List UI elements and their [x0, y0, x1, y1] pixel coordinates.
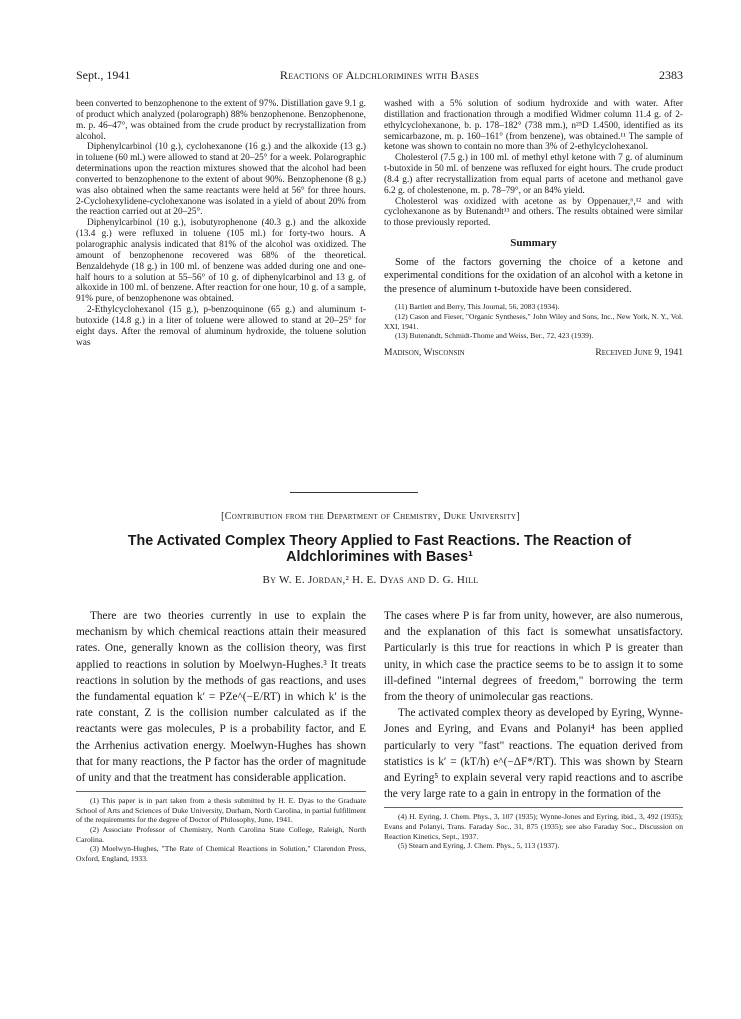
footnote: (3) Moelwyn-Hughes, "The Rate of Chemical Reactions in Solution," Clarendon Press, Oxford, England, 1933. [76, 844, 366, 863]
summary-heading: Summary [510, 237, 557, 250]
top-left-column [76, 99, 366, 348]
address-location: Madison, Wisconsin [384, 348, 465, 358]
paragraph: Cholesterol was oxidized with acetone as by Oppenauer,⁶,¹² and with cyclohexanone as by Butenandt¹³ and others. The results obtained were similar to those previously reported. [384, 196, 683, 229]
paragraph: 2-Ethylcyclohexanol (15 g.), p-benzoquinone (65 g.) and aluminum t-butoxide (14.8 g.) in a liter of toluene were allowed to stand at 20–25° for eight days. After the removal of aluminum hydroxide, the toluene solution was [76, 305, 366, 348]
received-date: Received June 9, 1941 [595, 348, 683, 358]
top-right-column [384, 99, 683, 359]
footnote-rule [384, 807, 683, 808]
summary-text: Some of the factors governing the choice of a ketone and experimental conditions for the oxidation of an alcohol with a ketone in the presence of aluminum t-butoxide have been considered. [384, 256, 683, 295]
paragraph: washed with a 5% solution of sodium hydroxide and with water. After distillation and fractionation through a modified Widmer column 11.4 g. of 2-ethylcyclohexanone, b. p. 178–182° (738 mm.), n²⁵D 1.4500, identified as its semicarbazone, m. p. 160–161° (from benzene), was obtained.¹¹ The sample of ketone was shown to contain no more than 3% of 2-ethylcyclohexanol. [384, 99, 683, 153]
header-running-title: Reactions of Aldchlorimines with Bases [279, 68, 480, 82]
footnote: (1) This paper is in part taken from a thesis submitted by H. E. Dyas to the Graduate School of Arts and Sciences of Duke University, Durham, North Carolina, in partial fulfillment of the requirements for the degree of Doctor of Philosophy, June, 1941. [76, 796, 366, 825]
contribution-line: [Contribution from the Department of Chemistry, Duke University] [221, 511, 520, 522]
article-title: The Activated Complex Theory Applied to Fast Reactions. The Reaction of Aldchlorimines with Bases¹ [127, 533, 632, 565]
paragraph: been converted to benzophenone to the extent of 97%. Distillation gave 9.1 g. of product which analyzed (polarograph) 88% benzophenone. Benzophenone, m. p. 46–47°, was obtained from the crude product by recrystallization from alcohol. [76, 99, 366, 142]
main-left-column [76, 608, 366, 863]
footnote: (12) Cason and Fieser, "Organic Syntheses," John Wiley and Sons, Inc., New York, N. Y., Vol. XXI, 1941. [384, 311, 683, 331]
header-date: Sept., 1941 [76, 68, 131, 82]
main-right-column [384, 608, 683, 851]
paragraph: Diphenylcarbinol (10 g.), cyclohexanone (16 g.) and the alkoxide (13 g.) in toluene (60 ml.) were allowed to stand at 20–25° for a week. Polarographic determinations upon the reaction mixtures showed that the alcohol had been converted to benzophenone to the extent of about 90%. Benzophenone (8 g.) was also obtained when the same reactants were held at 56° for three hours. 2-Cyclohexylidene-cyclohexanone was isolated in a yield of about 20% from the reaction carried out at 20–25°. [76, 142, 366, 218]
paragraph: Cholesterol (7.5 g.) in 100 ml. of methyl ethyl ketone with 7 g. of aluminum t-butoxide in 50 ml. of benzene was refluxed for eight hours. The crude product (8.4 g.) after recrystallization from equal parts of acetone and methanol gave 6.2 g. of cholestenone, m. p. 78–79°, or an 84% yield. [384, 153, 683, 196]
article-authors: By W. E. Jordan,² H. E. Dyas and D. G. Hill [262, 574, 479, 586]
footnotes-top [384, 302, 683, 341]
paragraph: The cases where P is far from unity, however, are also numerous, and the explanation of this fact is somewhat unsatisfactory. Particularly is this true for reactions in which P is greater than unity, in which case the practice seems to be to assign it to some ill-defined "internal degrees of freedom," borrowing the term from the theory of unimolecular gas reactions. [384, 610, 683, 704]
footnote: (11) Bartlett and Berry, This Journal, 56, 2083 (1934). [395, 302, 560, 312]
footnote: (2) Associate Professor of Chemistry, North Carolina State College, Raleigh, North Carolina. [76, 825, 366, 844]
running-header [76, 68, 683, 84]
footnote: (13) Butenandt, Schmidt-Thome and Weiss, Ber., 72, 423 (1939). [395, 331, 594, 341]
footnote: (5) Stearn and Eyring, J. Chem. Phys., 5, 113 (1937). [398, 841, 560, 851]
footnote: (4) H. Eyring, J. Chem. Phys., 3, 107 (1935); Wynne-Jones and Eyring, ibid., 3, 492 (1935); Evans and Polanyi, Trans. Faraday Soc., 31, 875 (1935); see also Faraday Soc., Discussion on Reaction Kinetics, Sept., 1937. [384, 812, 683, 841]
article-divider [290, 492, 418, 493]
address-line [384, 348, 683, 359]
header-page-number: 2383 [659, 68, 683, 82]
footnote-rule [76, 791, 366, 792]
paragraph: There are two theories currently in use to explain the mechanism by which chemical reactions attain their measured rates. One, generally known as the collision theory, was first applied to reactions in solution by Moelwyn-Hughes.³ It treats reactions in solution by the methods of gas reactions, and uses the fundamental equation k′ = PZe^(−E/RT) in which k′ is the rate constant, Z is the collision number calculated as if the reactants were gas molecules, P is a probability factor, and E the Arrhenius activation energy. Moelwyn-Hughes has shown that for many reactions, the P factor has the order of magnitude of unity and that the treatment has considerable application. [76, 610, 366, 785]
paragraph: The activated complex theory as developed by Eyring, Wynne-Jones and Eyring, and Evans and Polanyi⁴ has been applied particularly to very "fast" reactions. The equation derived from statistics is k′ = (kT/h) e^(−ΔF*/RT). This was shown by Stearn and Eyring⁵ to explain several very rapid reactions and to ascribe the very large rate to a gain in entropy in the formation of the [384, 707, 683, 801]
paragraph: Diphenylcarbinol (10 g.), isobutyrophenone (40.3 g.) and the alkoxide (13.4 g.) were refluxed in toluene (105 ml.) for forty-two hours. A polarographic analysis indicated that 81% of the alcohol was oxidized. The amount of benzophenone recovered was 68% of the theoretical. Benzaldehyde (18 g.) in 100 ml. of benzene was added during one and one-half hours to a solution at 55–56° of 10 g. of diphenylcarbinol and 13 g. of alkoxide in 100 ml. of benzene. After reaction for one hour, 10 g. of a sample, 91% pure, of benzophenone was obtained. [76, 218, 366, 305]
